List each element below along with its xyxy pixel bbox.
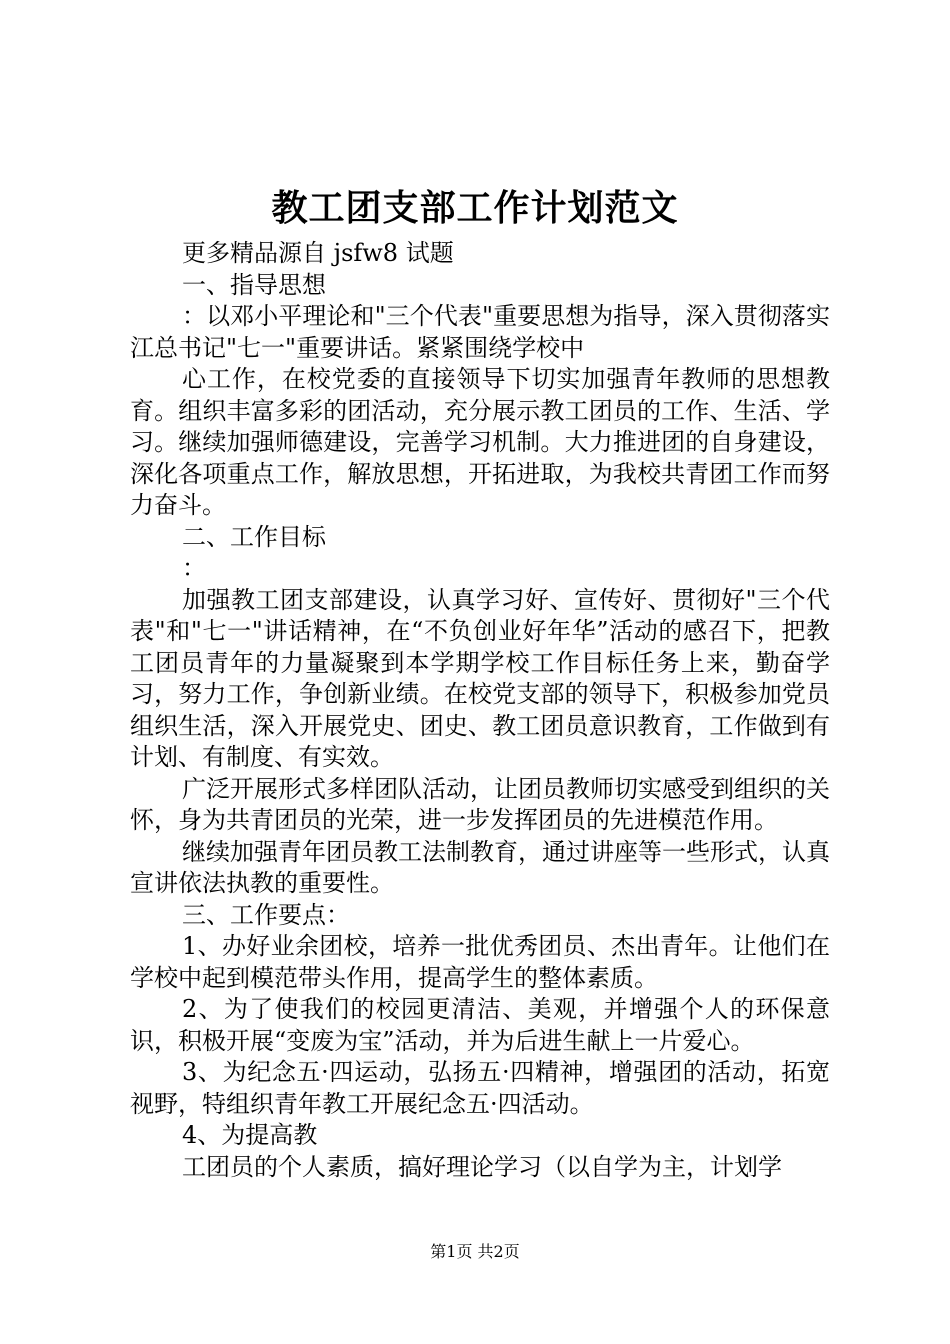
paragraph: 广泛开展形式多样团队活动，让团员教师切实感受到组织的关怀，身为共青团员的光荣，进一步发挥团员的先进模范作用。 <box>130 774 830 834</box>
list-item: 1、办好业余团校，培养一批优秀团员、杰出青年。让他们在学校中起到模范带头作用，提高学生的整体素质。 <box>130 932 830 992</box>
paragraph: 工团员的个人素质，搞好理论学习（以自学为主，计划学 <box>182 1152 782 1181</box>
section-heading-work-goals: 二、工作目标 <box>182 522 326 551</box>
section-heading-guiding-thought: 一、指导思想 <box>182 270 326 299</box>
paragraph: 心工作，在校党委的直接领导下切实加强青年教师的思想教育。组织丰富多彩的团活动，充分展示教工团员的工作、生活、学习。继续加强师德建设，完善学习机制。大力推进团的自身建设，深化各项重点工作，解放思想，开拓进取，为我校共青团工作而努力奋斗。 <box>130 365 830 519</box>
paragraph: 加强教工团支部建设，认真学习好、宣传好、贯彻好"三个代表"和"七一"讲话精神，在“不负创业好年华”活动的感召下，把教工团员青年的力量凝聚到本学期学校工作目标任务上来，勤奋学习，努力工作，争创新业绩。在校党支部的领导下，积极参加党员组织生活，深入开展党史、团史、教工团员意识教育，工作做到有计划、有制度、有实效。 <box>130 585 830 771</box>
page-footer: 第1页 共2页 <box>430 1242 520 1261</box>
paragraph: ：以邓小平理论和"三个代表"重要思想为指导，深入贯彻落实江总书记"七一"重要讲话。紧紧围绕学校中 <box>130 302 830 362</box>
list-item: 2、为了使我们的校园更清洁、美观，并增强个人的环保意识，积极开展“变废为宝”活动，并为后进生献上一片爱心。 <box>130 995 830 1055</box>
section-heading-work-points: 三、工作要点： <box>182 900 350 929</box>
source-note: 更多精品源自 jsfw8 试题 <box>182 239 454 267</box>
paragraph: ： <box>182 554 206 582</box>
list-item: 4、为提高教 <box>182 1121 318 1149</box>
document-body <box>130 238 830 1183</box>
paragraph: 继续加强青年团员教工法制教育，通过讲座等一些形式，认真宣讲依法执教的重要性。 <box>130 837 830 897</box>
list-item: 3、为纪念五·四运动，弘扬五·四精神，增强团的活动，拓宽视野，特组织青年教工开展纪念五·四活动。 <box>130 1058 830 1118</box>
document-title: 教工团支部工作计划范文 <box>271 187 679 229</box>
